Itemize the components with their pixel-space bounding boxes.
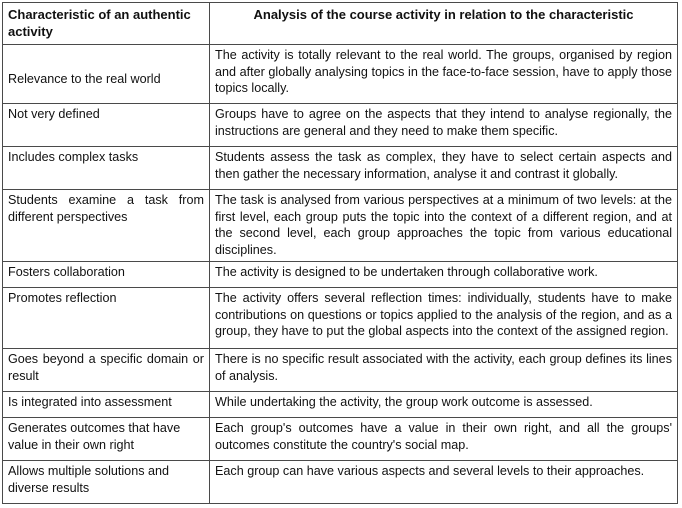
analysis-cell: Groups have to agree on the aspects that they intend to analyse regionally, the instructions are general and they need to make them specific. [210,104,678,147]
table-row [3,418,678,461]
table-row [3,104,678,147]
analysis-cell: Each group can have various aspects and several levels to their approaches. [210,461,678,504]
analysis-cell: There is no specific result associated with the activity, each group defines its lines of analysis. [210,349,678,392]
characteristic-cell: Goes beyond a specific domain or result [3,349,210,392]
table-row [3,45,678,104]
table-row [3,262,678,288]
characteristic-cell: Promotes reflection [3,288,210,349]
table-row [3,349,678,392]
table-row [3,190,678,262]
characteristic-cell: Generates outcomes that have value in their own right [3,418,210,461]
characteristic-cell: Students examine a task from different perspectives [3,190,210,262]
table-row [3,461,678,504]
characteristic-cell: Is integrated into assessment [3,392,210,418]
column-header-characteristic: Characteristic of an authentic activity [3,3,210,45]
analysis-cell: The activity is totally relevant to the real world. The groups, organised by region and after globally analysing topics in the face-to-face session, have to apply those topics locally. [210,45,678,104]
authentic-activity-table [2,2,678,504]
analysis-cell: The activity is designed to be undertaken through collaborative work. [210,262,678,288]
table-row [3,147,678,190]
analysis-cell: Each group's outcomes have a value in their own right, and all the groups' outcomes constitute the country's social map. [210,418,678,461]
characteristic-cell: Allows multiple solutions and diverse results [3,461,210,504]
table-row [3,288,678,349]
column-header-analysis: Analysis of the course activity in relation to the characteristic [210,3,678,45]
characteristic-cell: Includes complex tasks [3,147,210,190]
analysis-cell: While undertaking the activity, the group work outcome is assessed. [210,392,678,418]
characteristic-cell: Not very defined [3,104,210,147]
analysis-cell: Students assess the task as complex, they have to select certain aspects and then gather the necessary information, analyse it and contrast it globally. [210,147,678,190]
table-row [3,392,678,418]
characteristic-cell: Fosters collaboration [3,262,210,288]
analysis-cell: The activity offers several reflection times: individually, students have to make contributions on questions or topics applied to the analysis of the region, and as a group, they have to put the global aspects into the context of the assigned region. [210,288,678,349]
table-header-row [3,3,678,45]
analysis-cell: The task is analysed from various perspectives at a minimum of two levels: at the first level, each group puts the topic into the context of a different region, and at the second level, each group approaches the topic from various educational disciplines. [210,190,678,262]
characteristic-cell: Relevance to the real world [3,45,210,104]
